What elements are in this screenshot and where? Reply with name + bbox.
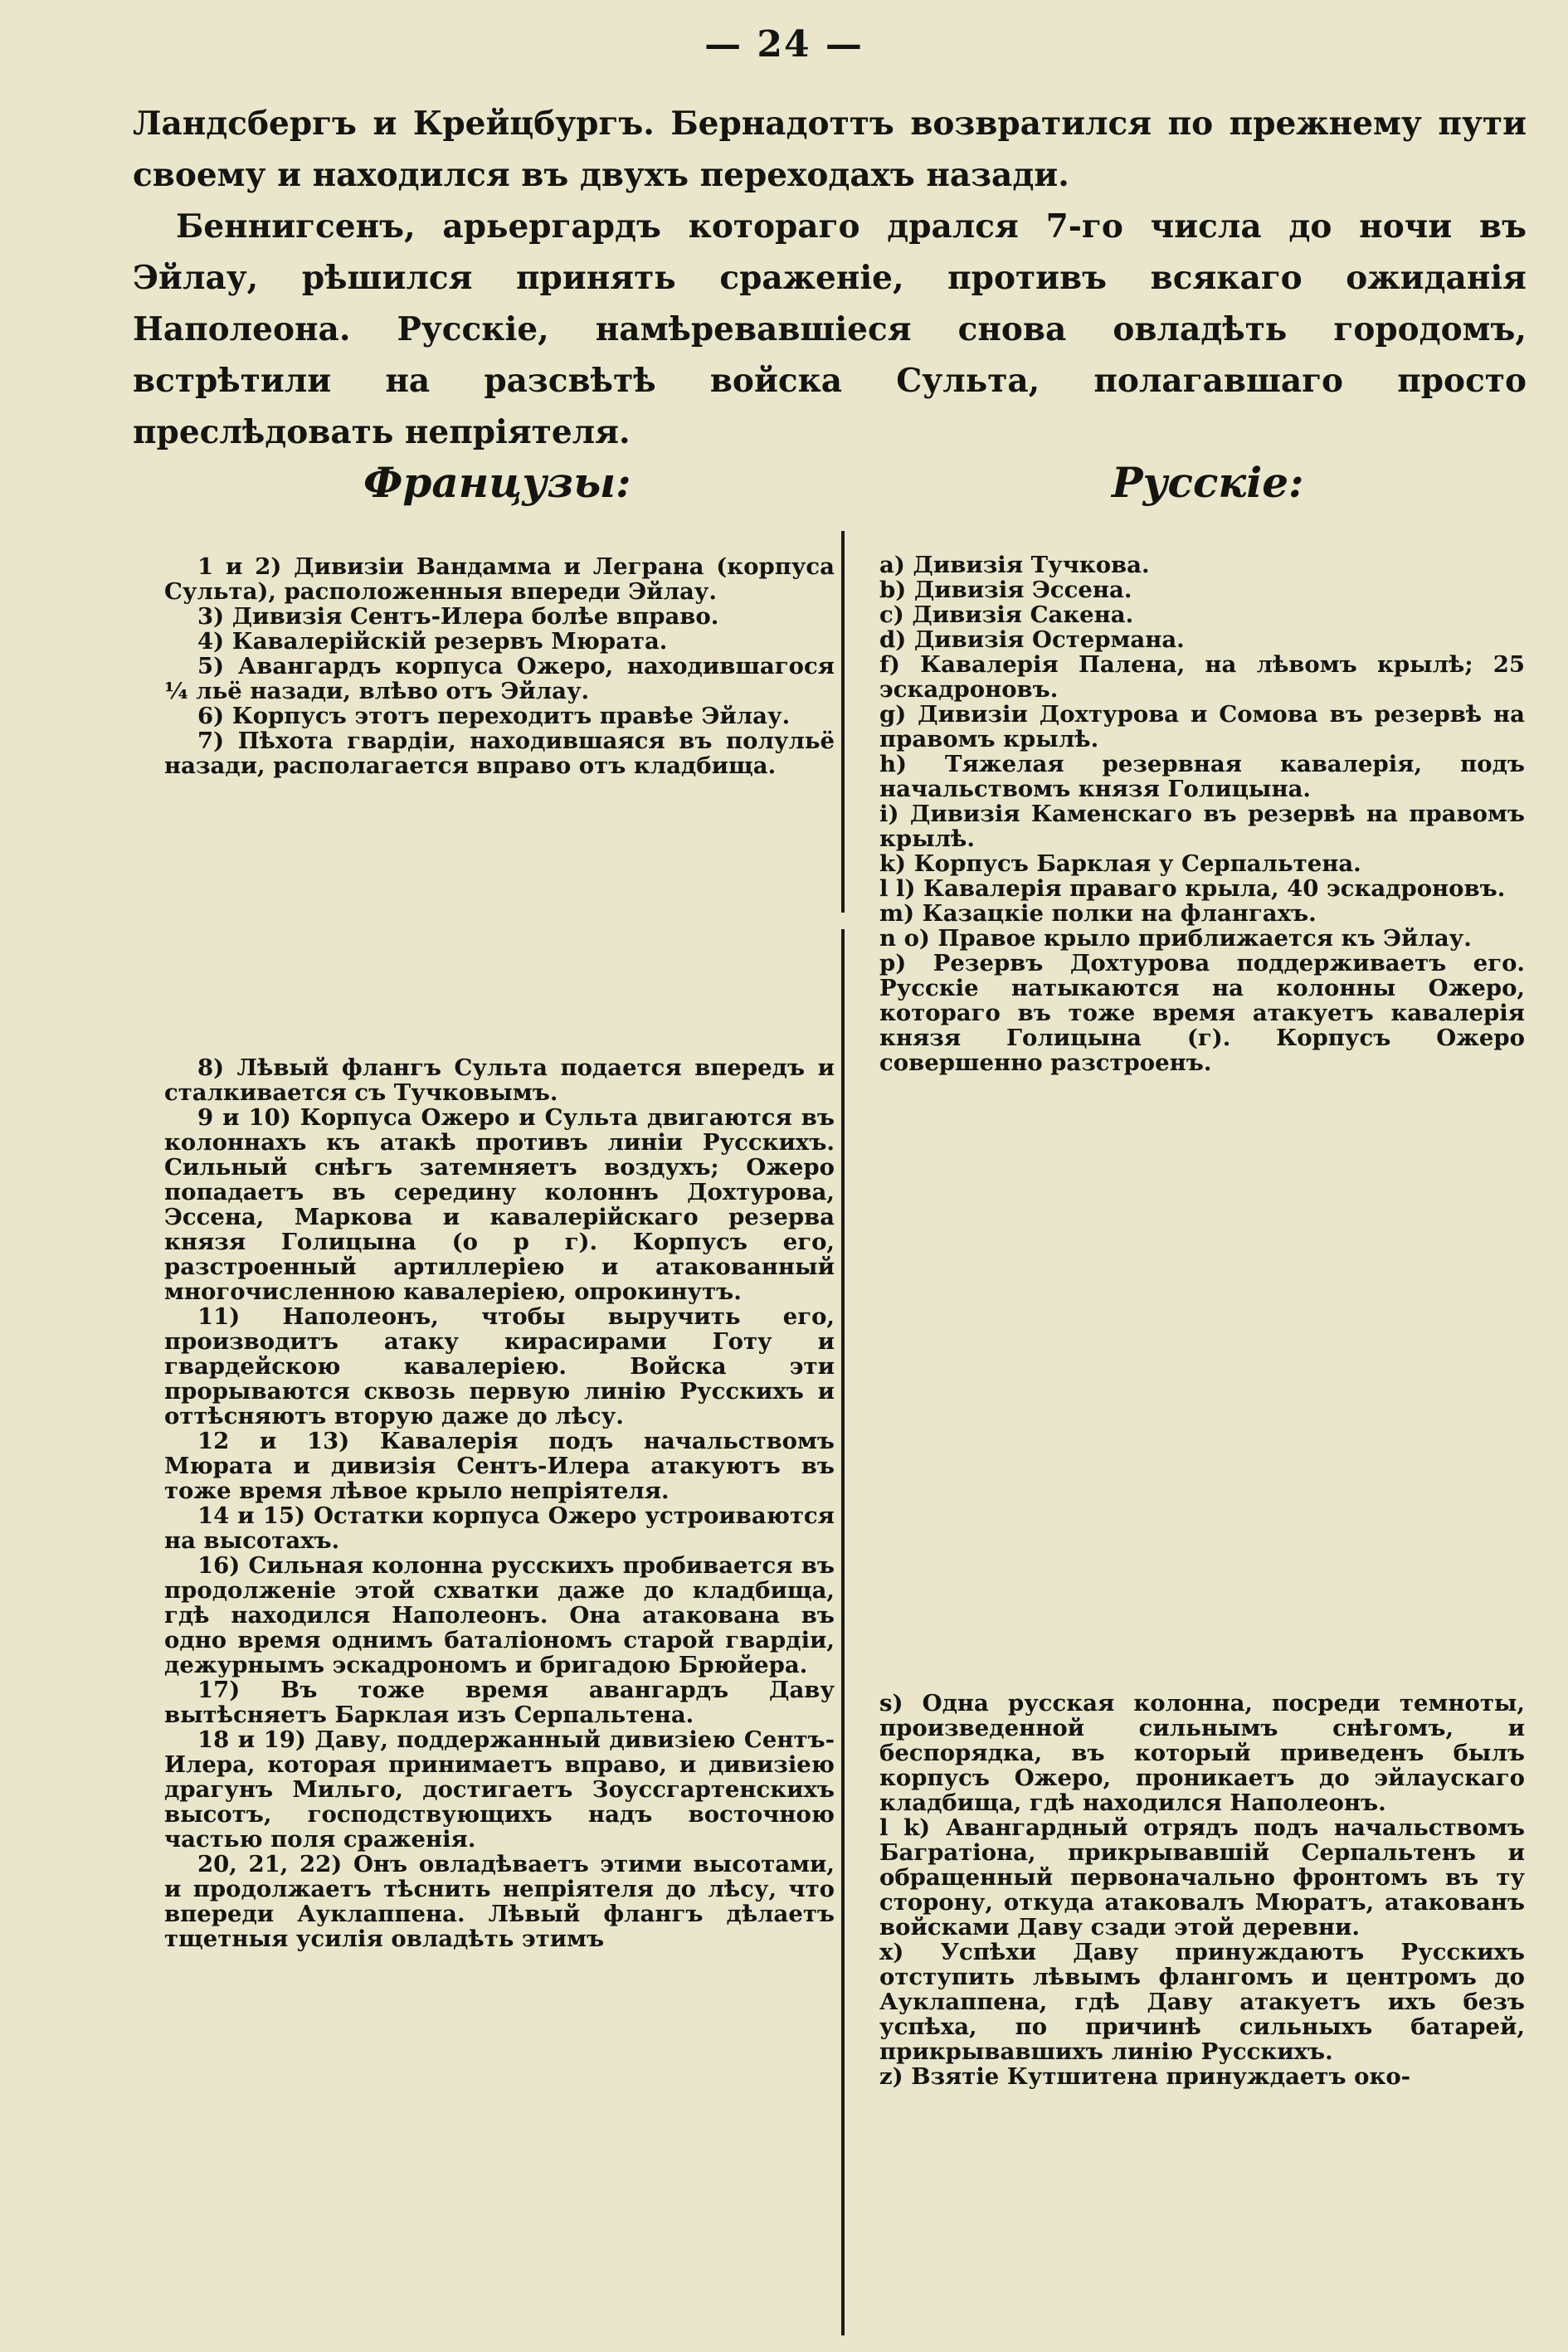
legend-entry: 9 и 10) Корпуса Ожеро и Сульта двигаются въ колоннахъ къ атакѣ противъ линіи Русскихъ. Сильный снѣгъ затемняетъ воздухъ; Ожеро попадаетъ въ середину колоннъ Дохтурова, Эссена, Маркова и кавалерійскаго резерва князя Голицына (о р г). Корпусъ его, разстроенный артиллеріею и атакованный многочисленною кавалеріею, опрокинутъ. [164, 1104, 835, 1305]
legend-entry: 17) Въ тоже время авангардъ Даву вытѣсняетъ Барклая изъ Серпальтена. [164, 1677, 835, 1728]
legend-entry: 5) Авангардъ корпуса Ожеро, находившагося ¼ льё назади, влѣво отъ Эйлау. [164, 653, 835, 704]
column-divider [841, 929, 845, 2335]
legend-entry: k) Корпусъ Барклая у Серпальтена. [879, 850, 1361, 877]
legend-entry: x) Успѣхи Даву принуждаютъ Русскихъ отступить лѣвымъ флангомъ и центромъ до Ауклаппена, гдѣ Даву атакуетъ ихъ безъ успѣха, по причинѣ сильныхъ батарей, прикрывавшихъ линію Русскихъ. [879, 1939, 1525, 2065]
legend-entry: 14 и 15) Остатки корпуса Ожеро устроиваются на высотахъ. [164, 1502, 835, 1554]
legend-entry: g) Дивизіи Дохтурова и Сомова въ резервѣ на правомъ крылѣ. [879, 701, 1525, 752]
legend-entry: b) Дивизія Эссена. [879, 577, 1132, 603]
legend-entry: 12 и 13) Кавалерія подъ начальствомъ Мюрата и дивизія Сентъ-Илера атакуютъ въ тоже время лѣвое крыло непріятеля. [164, 1428, 835, 1504]
legend-entry: c) Дивизія Сакена. [879, 601, 1134, 628]
legend-entry: h) Тяжелая резервная кавалерія, подъ начальствомъ князя Голицына. [879, 751, 1525, 802]
legend-entry: 7) Пѣхота гвардіи, находившаяся въ полульё назади, располагается вправо отъ кладбища. [164, 728, 835, 779]
legend-entry: m) Казацкіе полки на флангахъ. [879, 900, 1317, 927]
legend-entry: 16) Сильная колонна русскихъ пробивается въ продолженіе этой схватки даже до кладбища, гдѣ находился Наполеонъ. Она атакована въ одно время однимъ баталіономъ старой гвардіи, дежурнымъ эскадрономъ и бригадою Брюйера. [164, 1552, 835, 1678]
legend-entry: 18 и 19) Даву, поддержанный дивизіею Сентъ-Илера, которая принимаетъ вправо, и дивизіею драгунъ Мильго, достигаетъ Зоуссгартенскихъ высотъ, господствующихъ надъ восточною частью поля сраженія. [164, 1726, 835, 1853]
legend-entry: f) Кавалерія Палена, на лѣвомъ крылѣ; 25 эскадроновъ. [879, 651, 1525, 703]
legend-entry: 3) Дивизія Сентъ-Илера болѣе вправо. [197, 603, 719, 630]
legend-entry: i) Дивизія Каменскаго въ резервѣ на правомъ крылѣ. [879, 801, 1525, 852]
legend-entry: 4) Кавалерійскій резервъ Мюрата. [197, 628, 668, 655]
intro-text [133, 98, 1527, 458]
legend-entry: s) Одна русская колонна, посреди темноты, произведенной сильнымъ снѣгомъ, и беспорядка, въ который приведенъ былъ корпусъ Ожеро, проникаетъ до эйлаускаго кладбища, гдѣ находился Наполеонъ. [879, 1690, 1525, 1816]
legend-entry: d) Дивизія Остермана. [879, 626, 1185, 653]
french-legend-block [164, 554, 835, 778]
intro-paragraph: Ландсбергъ и Крейцбургъ. Бернадоттъ возвратился по прежнему пути своему и находился въ двухъ переходахъ назади. [133, 105, 1527, 194]
russian-legend-block [879, 553, 1525, 1075]
legend-entry: 20, 21, 22) Онъ овладѣваетъ этими высотами, и продолжаетъ тѣснить непріятеля до лѣсу, что впереди Ауклаппена. Лѣвый флангъ дѣлаетъ тщетныя усилія овладѣть этимъ [164, 1851, 835, 1952]
legend-entry: z) Взятіе Кутшитена принуждаетъ око- [879, 2063, 1411, 2090]
legend-entry: l k) Авангардный отрядъ подъ начальствомъ Багратіона, прикрывавшій Серпальтенъ и обращенный первоначально фронтомъ въ ту сторону, откуда атаковалъ Мюратъ, атакованъ войсками Даву сзади этой деревни. [879, 1814, 1525, 1941]
legend-entry: 8) Лѣвый флангъ Сульта подается впередъ и сталкивается съ Тучковымъ. [164, 1054, 835, 1106]
legend-entry: 6) Корпусъ этотъ переходитъ правѣе Эйлау. [197, 703, 791, 729]
russian-battle-block [879, 1691, 1525, 2089]
page-number: — 24 — [704, 23, 864, 66]
legend-entry: l l) Кавалерія праваго крыла, 40 эскадроновъ. [879, 875, 1506, 902]
column-divider [841, 531, 845, 913]
intro-paragraph: Беннигсенъ, арьергардъ котораго дрался 7-го числа до ночи въ Эйлау, рѣшился принять сраженіе, противъ всякаго ожиданія Наполеона. Русскіе, намѣревавшіеся снова овладѣть городомъ, встрѣтили на разсвѣтѣ войска Сульта, полагавшаго просто преслѣдовать непріятеля. [133, 207, 1527, 451]
legend-entry: 11) Наполеонъ, чтобы выручить его, производитъ атаку кирасирами Готу и гвардейскою кавалеріею. Войска эти прорываются сквозь первую линію Русскихъ и оттѣсняютъ вторую даже до лѣсу. [164, 1303, 835, 1429]
legend-entry: n o) Правое крыло приближается къ Эйлау. [879, 925, 1472, 952]
legend-entry: a) Дивизія Тучкова. [879, 552, 1150, 578]
french-battle-block [164, 1055, 835, 1951]
russian-column-heading: Русскіе: [1112, 458, 1304, 507]
legend-entry: 1 и 2) Дивизіи Вандамма и Леграна (корпуса Сульта), расположенныя впереди Эйлау. [164, 553, 835, 605]
french-column-heading: Французы: [363, 458, 631, 507]
legend-entry: p) Резервъ Дохтурова поддерживаетъ его. Русскіе натыкаются на колонны Ожеро, котораго въ тоже время атакуетъ кавалерія князя Голицына (г). Корпусъ Ожеро совершенно разстроенъ. [879, 950, 1525, 1076]
